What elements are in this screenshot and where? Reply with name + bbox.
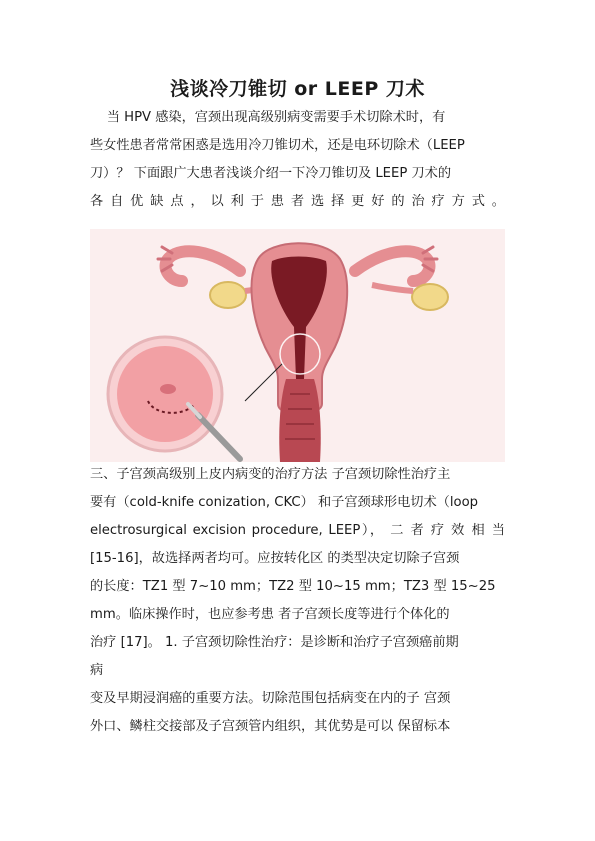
body-line: 外口、鳞柱交接部及子宫颈管内组织，其优势是可以 保留标本	[90, 719, 451, 734]
body-line: 病	[90, 663, 104, 678]
body-line: 治疗 [17]。 1. 子宫颈切除性治疗：是诊断和治疗子宫颈癌前期	[90, 635, 459, 650]
right-fallopian-tube	[355, 251, 429, 281]
intro-paragraph	[90, 104, 505, 216]
right-ovarian-ligament	[372, 285, 413, 291]
cervix-zoom	[117, 346, 213, 442]
intro-line: 些女性患者常常困惑是选用冷刀锥切术，还是电环切除术（LEEP	[90, 138, 465, 153]
body-line: mm。临床操作时，也应参考患 者子宫颈长度等进行个体化的	[90, 607, 450, 622]
document-title: 浅谈冷刀锥切 or LEEP 刀术	[170, 78, 425, 100]
uterus-cervix-illustration	[90, 229, 505, 462]
body-line: 要有（cold-knife conization, CKC） 和子宫颈球形电切术（loop	[90, 495, 479, 510]
pointer-line	[245, 364, 282, 401]
illustration-svg	[90, 229, 505, 462]
body-line: electrosurgical excision procedure, LEEP）， 二 者 疗 效 相 当	[90, 523, 505, 538]
intro-line: 刀）？ 下面跟广大患者浅谈介绍一下冷刀锥切及 LEEP 刀术的	[90, 166, 452, 181]
body-line: [15-16]，故选择两者均可。应按转化区 的类型决定切除子宫颈	[90, 551, 460, 566]
intro-line: 当 HPV 感染，宫颈出现高级别病变需要手术切除术时，有	[90, 110, 446, 125]
vaginal-canal	[279, 379, 321, 462]
intro-line: 各 自 优 缺 点 ， 以 利 于 患 者 选 择 更 好 的 治 疗 方 式 。	[90, 194, 505, 209]
body-line: 的长度：TZ1 型 7~10 mm；TZ2 型 10~15 mm；TZ3 型 15~25	[90, 579, 496, 594]
left-ovary	[210, 282, 246, 308]
right-ovary	[412, 284, 448, 310]
left-fallopian-tube	[166, 251, 240, 281]
body-paragraph	[90, 461, 505, 741]
body-line: 三、子宫颈高级别上皮内病变的治疗方法 子宫颈切除性治疗主	[90, 467, 451, 482]
cervical-os	[160, 384, 176, 394]
body-line: 变及早期浸润癌的重要方法。切除范围包括病变在内的子 宫颈	[90, 691, 451, 706]
